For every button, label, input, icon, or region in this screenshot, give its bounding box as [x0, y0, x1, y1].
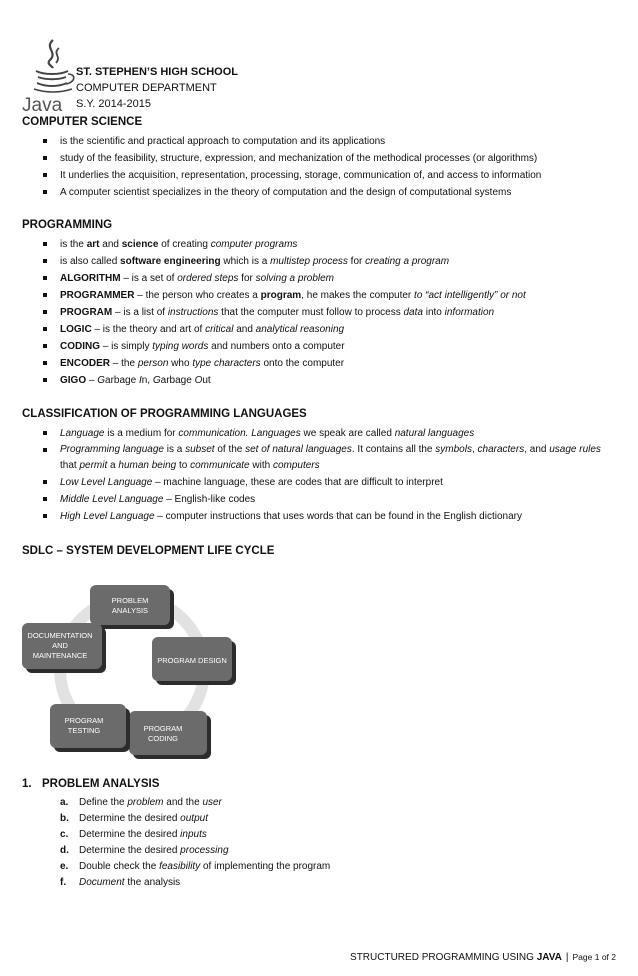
classification-list	[40, 425, 610, 525]
svg-text:PROGRAM: PROGRAM	[64, 716, 104, 725]
list-item: a. Define the problem and the user	[60, 797, 222, 808]
svg-text:TESTING: TESTING	[67, 726, 101, 735]
programming-list	[40, 236, 610, 389]
page-footer: STRUCTURED PROGRAMMING USING JAVA | Page 1 of 2	[350, 952, 616, 963]
list-item: Middle Level Language – English-like codes	[40, 491, 610, 508]
sdlc-box-program-testing	[50, 704, 130, 752]
list-item: ENCODER – the person who type characters onto the computer	[40, 355, 610, 372]
list-item: CODING – is simply typing words and numbers onto a computer	[40, 338, 610, 355]
list-item: Language is a medium for communication. Languages we speak are called natural languages	[40, 425, 610, 442]
list-item: PROGRAM – is a list of instructions that the computer must follow to process data into information	[40, 304, 610, 321]
section-title-problem-analysis: 1. PROBLEM ANALYSIS	[22, 778, 160, 790]
computer-science-list	[40, 133, 610, 201]
list-item: High Level Language – computer instructions that uses words that can be found in the English dictionary	[40, 508, 610, 525]
list-item: b. Determine the desired output	[60, 813, 208, 824]
list-item: It underlies the acquisition, representation, processing, storage, communication of, and access to information	[40, 167, 610, 184]
java-logo-icon	[22, 38, 80, 114]
list-item: LOGIC – is the theory and art of critical and analytical reasoning	[40, 321, 610, 338]
problem-analysis-steps	[60, 795, 330, 891]
list-item: Low Level Language – machine language, these are codes that are difficult to interpret	[40, 474, 610, 491]
list-item: PROGRAMMER – the person who creates a program, he makes the computer to “act intelligently” or not	[40, 287, 610, 304]
svg-text:DOCUMENTATION: DOCUMENTATION	[27, 631, 93, 640]
list-item: Programming language is a subset of the set of natural languages. It contains all the symbols, characters, and usage rules that permit a human being to communicate with computers	[40, 442, 610, 474]
list-item: study of the feasibility, structure, expression, and mechanization of the methodical processes (or algorithms)	[40, 150, 610, 167]
list-item: f. Document the analysis	[60, 877, 181, 888]
section-title-sdlc: SDLC – SYSTEM DEVELOPMENT LIFE CYCLE	[22, 545, 275, 557]
sdlc-cycle-diagram	[20, 575, 250, 765]
sdlc-box-program-design	[152, 637, 236, 685]
svg-text:MAINTENANCE: MAINTENANCE	[32, 651, 88, 660]
sdlc-box-documentation-maintenance	[22, 623, 106, 673]
section-title-programming: PROGRAMMING	[22, 219, 113, 231]
school-name: ST. STEPHEN’S HIGH SCHOOL	[76, 66, 238, 78]
school-header	[76, 64, 238, 112]
department-name: COMPUTER DEPARTMENT	[76, 82, 217, 94]
list-item: is the scientific and practical approach to computation and its applications	[40, 133, 610, 150]
svg-text:PROGRAM DESIGN: PROGRAM DESIGN	[157, 656, 227, 665]
section-title-computer-science: COMPUTER SCIENCE	[22, 116, 143, 128]
svg-text:PROBLEM: PROBLEM	[111, 596, 149, 605]
list-item: e. Double check the feasibility of implementing the program	[60, 861, 331, 872]
page-number: Page 1 of 2	[572, 952, 616, 962]
svg-text:CODING: CODING	[148, 734, 178, 743]
list-item: d. Determine the desired processing	[60, 845, 229, 856]
list-item: c. Determine the desired inputs	[60, 829, 207, 840]
svg-text:AND: AND	[52, 641, 68, 650]
list-item: is also called software engineering which is a multistep process for creating a program	[40, 253, 610, 270]
school-year: S.Y. 2014-2015	[76, 98, 152, 110]
list-item: is the art and science of creating computer programs	[40, 236, 610, 253]
svg-text:PROGRAM: PROGRAM	[143, 724, 183, 733]
list-item: GIGO – Garbage In, Garbage Out	[40, 372, 610, 389]
sdlc-box-problem-analysis	[90, 585, 174, 629]
java-logo-text: Java	[22, 95, 63, 114]
sdlc-box-program-coding	[129, 711, 211, 759]
list-item: ALGORITHM – is a set of ordered steps for solving a problem	[40, 270, 610, 287]
section-title-classification: CLASSIFICATION OF PROGRAMMING LANGUAGES	[22, 408, 307, 420]
svg-text:ANALYSIS: ANALYSIS	[111, 606, 149, 615]
list-item: A computer scientist specializes in the theory of computation and the design of computational systems	[40, 184, 610, 201]
